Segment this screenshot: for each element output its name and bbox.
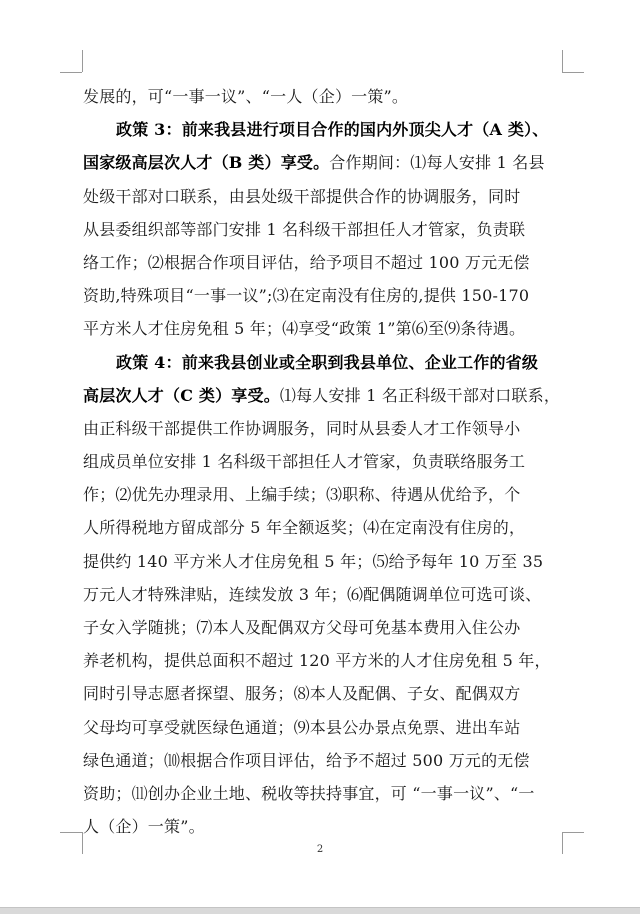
line-text: 从县委组织部等部门安排 1 名科级干部担任人才管家，负责联 — [83, 219, 526, 239]
policy-heading: 国家级高层次人才（B 类）享受。 — [83, 153, 330, 173]
text-line — [83, 346, 563, 379]
crop-mark-bottom-right-h — [562, 832, 584, 833]
text-line — [83, 744, 563, 777]
text-line — [83, 445, 563, 478]
text-line — [83, 213, 563, 246]
text-line — [83, 578, 563, 611]
policy-heading: 政策 4：前来我县创业或全职到我县单位、企业工作的省级 — [116, 352, 539, 372]
text-line — [83, 146, 563, 179]
page-bottom-edge — [0, 907, 640, 914]
line-text: 资助,特殊项目“一事一议”;⑶在定南没有住房的,提供 150-170 — [83, 286, 530, 306]
text-line — [83, 677, 563, 710]
line-text: 万元人才特殊津贴，连续发放 3 年；⑹配偶随调单位可选可谈、 — [83, 584, 542, 604]
text-line — [83, 379, 563, 412]
line-text: 合作期间：⑴每人安排 1 名县 — [329, 153, 545, 173]
crop-mark-top-left-v — [82, 50, 83, 72]
line-text: 绿色通道；⑽根据合作项目评估，给予不超过 500 万元的无偿 — [83, 750, 530, 770]
text-line — [83, 611, 563, 644]
line-text: 平方米人才住房免租 5 年；⑷享受“政策 1”第⑹至⑼条待遇。 — [83, 319, 526, 339]
text-line — [83, 777, 563, 810]
text-line — [83, 246, 563, 279]
crop-mark-top-left-h — [60, 72, 82, 73]
line-text: 人（企）一策”。 — [83, 817, 205, 837]
line-text: 处级干部对口联系，由县处级干部提供合作的协调服务，同时 — [83, 186, 521, 206]
policy-heading: 高层次人才（C 类）享受。 — [83, 385, 280, 405]
line-text: ⑴每人安排 1 名正科级干部对口联系， — [279, 385, 561, 405]
line-text: 父母均可享受就医绿色通道；⑼本县公办景点免票、进出车站 — [83, 717, 521, 737]
text-line — [83, 312, 563, 345]
text-line — [83, 711, 563, 744]
line-text: 养老机构，提供总面积不超过 120 平方米的人才住房免租 5 年， — [83, 651, 551, 671]
text-line — [83, 511, 563, 544]
line-text: 作；⑵优先办理录用、上编手续；⑶职称、待遇从优给予，个 — [83, 485, 521, 505]
line-text: 子女入学随挑；⑺本人及配偶双方父母可免基本费用入住公办 — [83, 618, 521, 637]
crop-mark-top-right-h — [562, 72, 584, 73]
text-line — [83, 644, 563, 677]
line-text: 发展的，可“一事一议”、“一人（企）一策”。 — [83, 87, 409, 106]
line-text: 由正科级干部提供工作协调服务，同时从县委人才工作领导小 — [83, 418, 521, 438]
line-text: 资助；⑾创办企业土地、税收等扶持事宜，可 “一事一议”、“一 — [83, 783, 535, 803]
text-line — [83, 80, 563, 113]
text-line — [83, 279, 563, 312]
policy-heading: 政策 3：前来我县进行项目合作的国内外顶尖人才（A 类）、 — [116, 120, 549, 140]
text-line — [83, 478, 563, 511]
crop-mark-bottom-left-h — [60, 832, 82, 833]
text-line — [83, 545, 563, 578]
line-text: 络工作；⑵根据合作项目评估，给予项目不超过 100 万元无偿 — [83, 252, 530, 272]
body-text — [83, 80, 563, 843]
line-text: 同时引导志愿者探望、服务；⑻本人及配偶、子女、配偶双方 — [83, 684, 521, 704]
line-text: 组成员单位安排 1 名科级干部担任人才管家，负责联络服务工 — [83, 452, 526, 472]
page-number: 2 — [316, 844, 324, 855]
text-line — [83, 113, 563, 146]
line-text: 提供约 140 平方米人才住房免租 5 年；⑸给予每年 10 万至 35 — [83, 551, 544, 571]
text-line — [83, 412, 563, 445]
text-line — [83, 810, 563, 843]
text-line — [83, 180, 563, 213]
line-text: 人所得税地方留成部分 5 年全额返奖；⑷在定南没有住房的， — [83, 518, 526, 538]
crop-mark-top-right-v — [562, 50, 563, 72]
